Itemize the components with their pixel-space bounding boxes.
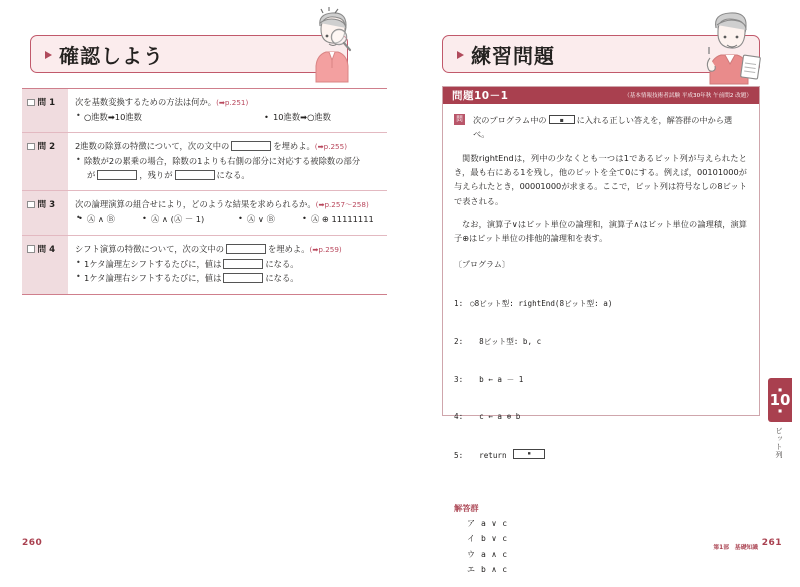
question-subline: が ，残りが になる。 xyxy=(87,169,250,180)
table-row xyxy=(22,191,387,235)
thumb-dot-top: ■ xyxy=(778,386,782,392)
fill-in-blank[interactable] xyxy=(175,170,215,180)
question-checkbox[interactable] xyxy=(27,99,35,107)
question-checkbox[interactable] xyxy=(27,245,35,253)
review-section-banner xyxy=(30,35,348,73)
chapter-thumb-label: ビット列 xyxy=(775,427,783,459)
question-number: 問 4 xyxy=(37,244,56,255)
left-page xyxy=(0,0,400,567)
practice-section-banner xyxy=(442,35,760,73)
review-section-title: 確認しよう xyxy=(59,43,164,68)
list-item: • 除数が2の累乗の場合，除数の1よりも右側の部分に対応する被除数の部分 xyxy=(75,155,381,168)
page-number-left: 260 xyxy=(22,538,43,548)
page-number-right: 261 xyxy=(761,538,782,548)
problem-lead-text: 次のプログラム中の ■ に入れる正しい答えを，解答群の中から選べ。 xyxy=(473,113,747,142)
question-number-cell xyxy=(22,191,68,235)
question-bullet-list xyxy=(75,155,381,168)
question-number: 問 1 xyxy=(37,98,56,108)
question-number-cell xyxy=(22,235,68,294)
program-label: 〔プログラム〕 xyxy=(454,259,510,269)
fill-in-blank[interactable] xyxy=(97,170,137,180)
problem-body xyxy=(443,104,759,587)
question-badge-icon: 問 xyxy=(454,114,465,125)
question-bullet-list xyxy=(75,258,381,286)
question-prompt-text: 次を基数変換するための方法は何か。 xyxy=(75,97,217,107)
problem-lead xyxy=(454,113,747,142)
problem-header xyxy=(443,87,759,104)
answer-blank[interactable] xyxy=(513,449,545,459)
code-line: 3: b ← a － 1 xyxy=(454,374,524,384)
answer-choice[interactable]: ウ a ∧ c xyxy=(467,549,508,559)
question-number: 問 3 xyxy=(37,200,56,211)
page-reference: (➡p.251) xyxy=(216,98,249,107)
program-code-block xyxy=(454,273,747,488)
problem-paragraph: なお，演算子∨はビット単位の論理和，演算子∧はビット単位の論理積，演算子⊕はビット単位の排他的論理和を表す。 xyxy=(454,219,747,244)
fill-in-blank[interactable] xyxy=(223,259,263,269)
code-line: 4: c ← a ⊕ b xyxy=(454,412,521,422)
code-line: 1: ○8ビット型: rightEnd(8ビット型: a) xyxy=(454,298,613,308)
practice-section-title: 練習問題 xyxy=(471,43,555,68)
question-prompt: 2進数の除算の特徴について，次の文中の を埋めよ。(➡p.255) xyxy=(75,141,348,152)
page-reference: (➡p.257〜258) xyxy=(315,200,369,210)
question-checkbox[interactable] xyxy=(27,143,35,151)
thumb-dot-bottom: ■ xyxy=(778,407,782,413)
question-prompt: シフト演算の特徴について，次の文中の を埋めよ。(➡p.259) xyxy=(75,243,342,254)
fill-in-blank[interactable] xyxy=(226,244,266,254)
triangle-right-icon xyxy=(45,51,52,59)
question-prompt: 次の論理演算の組合せにより，どのような結果を求められるか。(➡p.257〜258) xyxy=(75,199,369,210)
table-row xyxy=(22,235,387,294)
answer-choice[interactable]: エ b ∧ c xyxy=(467,565,508,575)
question-body-cell xyxy=(68,235,387,294)
table-row xyxy=(22,133,387,191)
question-number: 問 2 xyxy=(37,142,56,153)
page-reference: (➡p.255) xyxy=(314,142,348,152)
triangle-right-icon xyxy=(457,51,464,59)
list-item: • ○進数➡10進数 • 10進数➡○進数 xyxy=(75,111,381,124)
answer-choice[interactable]: イ b ∨ c xyxy=(467,534,508,544)
code-line: 2: 8ビット型: b, c xyxy=(454,336,542,346)
question-body-cell xyxy=(68,191,387,235)
list-item: • • Ⓐ ∧ Ⓑ • Ⓐ ∧ (Ⓐ － 1) • Ⓐ ∨ Ⓑ • Ⓐ ⊕ 11111111 xyxy=(75,213,381,226)
question-bullet-list xyxy=(75,213,381,226)
answer-blank[interactable] xyxy=(549,115,575,124)
question-body-cell xyxy=(68,133,387,191)
list-item: • 1ケタ論理右シフトするたびに，値は になる。 xyxy=(75,272,381,285)
right-page xyxy=(400,0,800,575)
table-row xyxy=(22,89,387,133)
question-bullet-list xyxy=(75,111,381,124)
part-title-footer: 第1部 基礎知識 xyxy=(713,545,758,551)
code-line: 5: return ■ xyxy=(454,449,747,463)
answer-group-label: 解答群 xyxy=(454,502,479,513)
chapter-number: 10 xyxy=(769,390,791,409)
answer-choice-list xyxy=(454,517,747,578)
question-body-cell xyxy=(68,89,387,133)
question-checkbox[interactable] xyxy=(27,201,35,209)
problem-paragraph: 関数rightEndは，列中の少なくとも一つは1であるビット列が与えられたとき，最も右にある1を残し，他のビットを全て0にする。例えば，00101000が与えられたとき，00001000が求まる。ここで，ビット列は符号なしの8ビットで表される。 xyxy=(454,152,747,206)
fill-in-blank[interactable] xyxy=(231,141,271,151)
page-reference: (➡p.259) xyxy=(309,244,342,254)
answer-choice[interactable]: ア a ∨ c xyxy=(467,518,508,528)
problem-title: 問題10－1 xyxy=(452,90,509,102)
question-number-cell xyxy=(22,133,68,191)
chapter-thumb-tab xyxy=(768,378,792,422)
fill-in-blank[interactable] xyxy=(223,273,263,283)
problem-source: （基本情報技術者試験 平成30年秋 午前問2 改題） xyxy=(624,93,752,99)
review-question-table xyxy=(22,88,387,295)
question-prompt xyxy=(75,96,381,109)
list-item: • 1ケタ論理左シフトするたびに，値は になる。 xyxy=(75,258,381,271)
question-number-cell xyxy=(22,89,68,133)
